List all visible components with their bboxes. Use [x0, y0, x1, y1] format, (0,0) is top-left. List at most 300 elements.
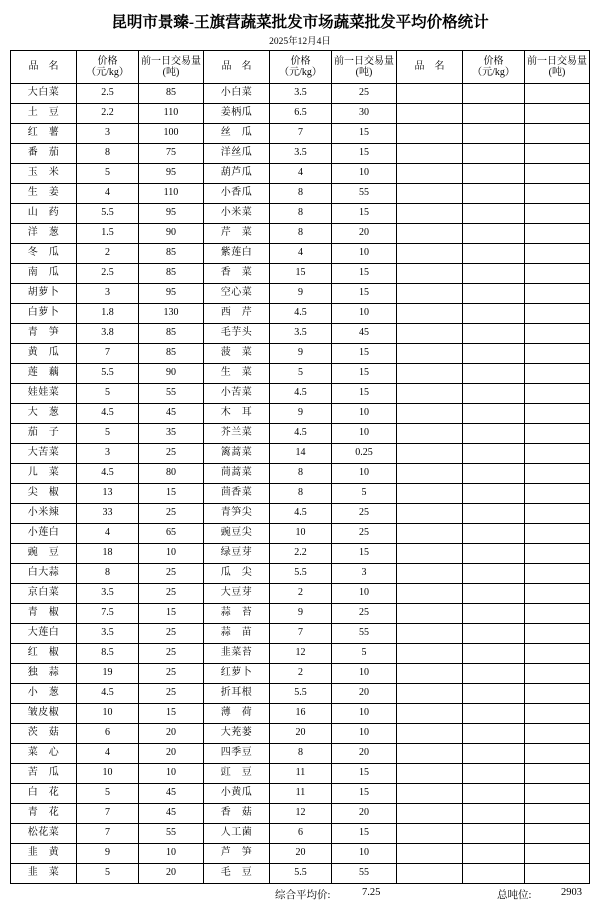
- cell-name: 白大蒜: [11, 564, 77, 584]
- cell-volume: 20: [332, 744, 397, 764]
- cell-volume: 100: [139, 124, 204, 144]
- table-row: [11, 84, 590, 104]
- cell-volume: 10: [332, 704, 397, 724]
- cell-volume: 85: [139, 244, 204, 264]
- cell-price: 7: [77, 344, 139, 364]
- table-row: [11, 584, 590, 604]
- table-row: [11, 844, 590, 864]
- cell-volume: 15: [332, 364, 397, 384]
- cell-name: 大苦菜: [11, 444, 77, 464]
- cell-volume: 45: [139, 804, 204, 824]
- cell-price: [463, 824, 525, 844]
- cell-volume: 15: [332, 344, 397, 364]
- cell-name: 青 椒: [11, 604, 77, 624]
- cell-price: [463, 224, 525, 244]
- cell-name: 薄 荷: [204, 704, 270, 724]
- cell-name: [397, 864, 463, 884]
- cell-price: [463, 144, 525, 164]
- cell-price: 3.5: [77, 584, 139, 604]
- cell-volume: 5: [332, 484, 397, 504]
- cell-name: 生 姜: [11, 184, 77, 204]
- cell-price: 4.5: [77, 404, 139, 424]
- cell-volume: 55: [332, 184, 397, 204]
- cell-volume: [525, 424, 590, 444]
- cell-name: 土 豆: [11, 104, 77, 124]
- cell-name: 番 茄: [11, 144, 77, 164]
- cell-volume: [525, 504, 590, 524]
- cell-name: 茴香菜: [204, 484, 270, 504]
- cell-volume: [525, 724, 590, 744]
- average-price-value: 7.25: [362, 887, 381, 898]
- cell-name: 芦 笋: [204, 844, 270, 864]
- cell-volume: 25: [139, 504, 204, 524]
- cell-name: 毛芋头: [204, 324, 270, 344]
- cell-price: 10: [77, 704, 139, 724]
- cell-price: 3.5: [270, 144, 332, 164]
- cell-volume: 15: [332, 784, 397, 804]
- cell-name: 大 葱: [11, 404, 77, 424]
- cell-name: 大白菜: [11, 84, 77, 104]
- table-row: [11, 224, 590, 244]
- cell-volume: [525, 824, 590, 844]
- cell-price: 5.5: [270, 684, 332, 704]
- cell-name: [397, 384, 463, 404]
- cell-volume: [525, 704, 590, 724]
- cell-volume: 55: [332, 624, 397, 644]
- cell-volume: [525, 124, 590, 144]
- cell-price: [463, 684, 525, 704]
- cell-price: [463, 204, 525, 224]
- cell-name: [397, 304, 463, 324]
- cell-price: [463, 444, 525, 464]
- cell-volume: 10: [332, 164, 397, 184]
- cell-name: [397, 204, 463, 224]
- cell-volume: [525, 764, 590, 784]
- cell-price: [463, 104, 525, 124]
- cell-price: 2: [270, 664, 332, 684]
- cell-volume: [525, 404, 590, 424]
- cell-price: 12: [270, 644, 332, 664]
- total-tonnage-label: 总吨位:: [497, 890, 532, 901]
- cell-volume: 15: [332, 284, 397, 304]
- cell-price: [463, 724, 525, 744]
- cell-name: [397, 564, 463, 584]
- cell-volume: 25: [332, 524, 397, 544]
- table-row: [11, 304, 590, 324]
- cell-volume: 10: [139, 764, 204, 784]
- cell-volume: [525, 664, 590, 684]
- cell-name: 独 蒜: [11, 664, 77, 684]
- cell-name: 青笋尖: [204, 504, 270, 524]
- header-price-2: 价格（元/kg）: [270, 51, 332, 84]
- cell-price: 8: [270, 204, 332, 224]
- cell-name: 篱蒿菜: [204, 444, 270, 464]
- cell-name: 黄 瓜: [11, 344, 77, 364]
- table-row: [11, 164, 590, 184]
- cell-price: 4: [270, 244, 332, 264]
- cell-volume: 65: [139, 524, 204, 544]
- cell-name: 儿 菜: [11, 464, 77, 484]
- cell-price: 6.5: [270, 104, 332, 124]
- cell-name: [397, 664, 463, 684]
- cell-volume: 20: [139, 864, 204, 884]
- cell-name: [397, 404, 463, 424]
- cell-name: 娃娃菜: [11, 384, 77, 404]
- table-row: [11, 864, 590, 884]
- header-name-1: 品 名: [11, 51, 77, 84]
- cell-price: 3.5: [270, 84, 332, 104]
- cell-name: [397, 324, 463, 344]
- cell-volume: [525, 304, 590, 324]
- cell-volume: [525, 284, 590, 304]
- cell-name: [397, 224, 463, 244]
- cell-price: 7.5: [77, 604, 139, 624]
- table-row: [11, 804, 590, 824]
- cell-volume: 25: [139, 624, 204, 644]
- cell-price: 7: [77, 824, 139, 844]
- cell-volume: 25: [332, 504, 397, 524]
- cell-volume: 15: [332, 384, 397, 404]
- cell-volume: 20: [139, 724, 204, 744]
- cell-volume: 5: [332, 644, 397, 664]
- cell-price: 5: [77, 784, 139, 804]
- cell-price: 6: [270, 824, 332, 844]
- cell-price: 5: [77, 864, 139, 884]
- cell-price: 1.5: [77, 224, 139, 244]
- cell-volume: 85: [139, 264, 204, 284]
- cell-price: 7: [270, 124, 332, 144]
- table-row: [11, 744, 590, 764]
- cell-name: 紫莲白: [204, 244, 270, 264]
- cell-price: [463, 524, 525, 544]
- cell-name: 西 芹: [204, 304, 270, 324]
- cell-name: [397, 84, 463, 104]
- cell-price: 12: [270, 804, 332, 824]
- cell-name: 蒜 苔: [204, 604, 270, 624]
- cell-volume: 55: [139, 824, 204, 844]
- cell-price: 10: [77, 764, 139, 784]
- cell-name: 红萝卜: [204, 664, 270, 684]
- table-row: [11, 784, 590, 804]
- cell-price: [463, 464, 525, 484]
- cell-name: 莲 藕: [11, 364, 77, 384]
- cell-volume: 35: [139, 424, 204, 444]
- cell-name: 小苦菜: [204, 384, 270, 404]
- cell-price: 8: [270, 484, 332, 504]
- cell-volume: 10: [332, 664, 397, 684]
- cell-price: 33: [77, 504, 139, 524]
- cell-name: 茨 菇: [11, 724, 77, 744]
- cell-name: [397, 704, 463, 724]
- table-row: [11, 344, 590, 364]
- table-row: [11, 464, 590, 484]
- cell-name: 香 菇: [204, 804, 270, 824]
- cell-price: 6: [77, 724, 139, 744]
- cell-name: [397, 824, 463, 844]
- cell-volume: 15: [332, 144, 397, 164]
- cell-volume: 10: [332, 844, 397, 864]
- cell-volume: [525, 784, 590, 804]
- cell-volume: 10: [332, 244, 397, 264]
- cell-name: 洋 葱: [11, 224, 77, 244]
- cell-price: 5.5: [77, 204, 139, 224]
- cell-name: 山 药: [11, 204, 77, 224]
- cell-name: 小莲白: [11, 524, 77, 544]
- cell-volume: [525, 364, 590, 384]
- cell-price: 4.5: [77, 464, 139, 484]
- cell-price: [463, 744, 525, 764]
- cell-price: 2.5: [77, 264, 139, 284]
- cell-price: [463, 704, 525, 724]
- cell-volume: 25: [139, 644, 204, 664]
- cell-price: [463, 244, 525, 264]
- cell-price: 3.5: [77, 624, 139, 644]
- cell-name: [397, 684, 463, 704]
- cell-name: 韭 菜: [11, 864, 77, 884]
- table-row: [11, 484, 590, 504]
- table-header-row: [11, 51, 590, 84]
- cell-volume: [525, 204, 590, 224]
- cell-volume: 20: [332, 684, 397, 704]
- cell-volume: 15: [139, 604, 204, 624]
- cell-price: 15: [270, 264, 332, 284]
- cell-volume: 95: [139, 204, 204, 224]
- cell-volume: 10: [332, 584, 397, 604]
- cell-volume: [525, 844, 590, 864]
- cell-volume: 55: [139, 384, 204, 404]
- cell-price: 7: [270, 624, 332, 644]
- table-row: [11, 704, 590, 724]
- cell-name: 茼蒿菜: [204, 464, 270, 484]
- cell-price: [463, 364, 525, 384]
- cell-price: 5: [77, 424, 139, 444]
- cell-name: 韭 黄: [11, 844, 77, 864]
- cell-name: 小米辣: [11, 504, 77, 524]
- cell-price: 2.5: [77, 84, 139, 104]
- cell-volume: 110: [139, 104, 204, 124]
- cell-volume: 75: [139, 144, 204, 164]
- cell-volume: 25: [139, 664, 204, 684]
- cell-name: 丝 瓜: [204, 124, 270, 144]
- table-row: [11, 544, 590, 564]
- cell-volume: 10: [139, 544, 204, 564]
- cell-price: [463, 384, 525, 404]
- cell-name: [397, 724, 463, 744]
- cell-price: 4.5: [270, 424, 332, 444]
- cell-price: [463, 124, 525, 144]
- table-row: [11, 284, 590, 304]
- cell-name: 南 瓜: [11, 264, 77, 284]
- cell-price: [463, 284, 525, 304]
- table-row: [11, 444, 590, 464]
- cell-name: 豌 豆: [11, 544, 77, 564]
- cell-name: 大豆芽: [204, 584, 270, 604]
- cell-price: 9: [270, 284, 332, 304]
- cell-name: [397, 104, 463, 124]
- cell-volume: 15: [332, 124, 397, 144]
- cell-volume: [525, 444, 590, 464]
- cell-name: [397, 364, 463, 384]
- cell-price: [463, 424, 525, 444]
- cell-name: [397, 284, 463, 304]
- table-row: [11, 724, 590, 744]
- cell-price: 4: [77, 184, 139, 204]
- cell-volume: 80: [139, 464, 204, 484]
- cell-volume: 3: [332, 564, 397, 584]
- cell-price: 9: [270, 404, 332, 424]
- cell-volume: 25: [139, 584, 204, 604]
- cell-name: 姜柄瓜: [204, 104, 270, 124]
- cell-volume: 90: [139, 364, 204, 384]
- cell-volume: 10: [332, 464, 397, 484]
- cell-name: 豇 豆: [204, 764, 270, 784]
- table-row: [11, 264, 590, 284]
- cell-volume: [525, 644, 590, 664]
- cell-volume: [525, 564, 590, 584]
- table-row: [11, 824, 590, 844]
- cell-name: [397, 264, 463, 284]
- cell-price: 4: [270, 164, 332, 184]
- cell-price: 8: [270, 464, 332, 484]
- cell-name: 皱皮椒: [11, 704, 77, 724]
- cell-volume: 15: [332, 764, 397, 784]
- table-row: [11, 384, 590, 404]
- cell-name: 芹 菜: [204, 224, 270, 244]
- cell-price: 10: [270, 524, 332, 544]
- cell-price: 2.2: [270, 544, 332, 564]
- cell-price: 5: [77, 384, 139, 404]
- cell-volume: [525, 864, 590, 884]
- cell-volume: 15: [332, 204, 397, 224]
- cell-name: 人工菌: [204, 824, 270, 844]
- cell-volume: [525, 604, 590, 624]
- cell-price: 4.5: [270, 304, 332, 324]
- cell-price: [463, 344, 525, 364]
- cell-price: [463, 184, 525, 204]
- table-row: [11, 324, 590, 344]
- cell-price: [463, 324, 525, 344]
- cell-price: 2.2: [77, 104, 139, 124]
- cell-price: 9: [77, 844, 139, 864]
- cell-name: 小 葱: [11, 684, 77, 704]
- cell-volume: 25: [332, 84, 397, 104]
- cell-name: [397, 584, 463, 604]
- table-row: [11, 764, 590, 784]
- cell-volume: 25: [332, 604, 397, 624]
- cell-volume: [525, 344, 590, 364]
- cell-name: [397, 144, 463, 164]
- cell-volume: 10: [332, 424, 397, 444]
- cell-name: 韭菜苔: [204, 644, 270, 664]
- cell-name: [397, 524, 463, 544]
- cell-name: 红 薯: [11, 124, 77, 144]
- cell-price: [463, 504, 525, 524]
- cell-name: 毛 豆: [204, 864, 270, 884]
- cell-volume: [525, 584, 590, 604]
- cell-name: 白萝卜: [11, 304, 77, 324]
- cell-name: [397, 444, 463, 464]
- table-row: [11, 144, 590, 164]
- cell-volume: 110: [139, 184, 204, 204]
- total-tonnage-value: 2903: [561, 887, 582, 898]
- cell-price: [463, 764, 525, 784]
- cell-name: 蒜 苗: [204, 624, 270, 644]
- table-row: [11, 364, 590, 384]
- cell-volume: 20: [332, 804, 397, 824]
- cell-price: 2: [270, 584, 332, 604]
- cell-price: 9: [270, 604, 332, 624]
- cell-volume: 45: [332, 324, 397, 344]
- cell-price: [463, 664, 525, 684]
- cell-name: 洋丝瓜: [204, 144, 270, 164]
- cell-price: [463, 544, 525, 564]
- cell-price: 2: [77, 244, 139, 264]
- cell-price: 4.5: [77, 684, 139, 704]
- table-row: [11, 184, 590, 204]
- table-header: [11, 51, 590, 84]
- cell-price: 4.5: [270, 384, 332, 404]
- table-row: [11, 504, 590, 524]
- cell-price: 5: [270, 364, 332, 384]
- cell-volume: 45: [139, 404, 204, 424]
- cell-name: 红 椒: [11, 644, 77, 664]
- cell-price: 9: [270, 344, 332, 364]
- cell-volume: 55: [332, 864, 397, 884]
- table-row: [11, 244, 590, 264]
- cell-price: 5.5: [270, 564, 332, 584]
- cell-price: [463, 784, 525, 804]
- cell-name: [397, 544, 463, 564]
- cell-volume: 10: [332, 404, 397, 424]
- table-row: [11, 624, 590, 644]
- cell-price: [463, 804, 525, 824]
- cell-price: 4: [77, 744, 139, 764]
- cell-price: [463, 644, 525, 664]
- cell-price: [463, 584, 525, 604]
- cell-name: 葫芦瓜: [204, 164, 270, 184]
- cell-price: [463, 604, 525, 624]
- cell-volume: [525, 264, 590, 284]
- table-row: [11, 604, 590, 624]
- header-volume-1: 前一日交易量(吨): [139, 51, 204, 84]
- cell-price: 8: [270, 184, 332, 204]
- cell-name: 大茺蒌: [204, 724, 270, 744]
- cell-price: 8: [77, 144, 139, 164]
- cell-name: [397, 124, 463, 144]
- cell-price: [463, 264, 525, 284]
- cell-volume: 15: [139, 704, 204, 724]
- cell-volume: [525, 184, 590, 204]
- cell-volume: 30: [332, 104, 397, 124]
- cell-volume: 15: [332, 544, 397, 564]
- cell-price: 3.8: [77, 324, 139, 344]
- cell-price: 8.5: [77, 644, 139, 664]
- cell-name: [397, 484, 463, 504]
- cell-name: 大莲白: [11, 624, 77, 644]
- cell-name: [397, 164, 463, 184]
- cell-price: [463, 624, 525, 644]
- cell-name: 生 菜: [204, 364, 270, 384]
- cell-price: [463, 304, 525, 324]
- cell-volume: [525, 144, 590, 164]
- page-title: 昆明市景臻-王旗营蔬菜批发市场蔬菜批发平均价格统计: [111, 14, 489, 31]
- cell-name: 玉 米: [11, 164, 77, 184]
- cell-name: 小米菜: [204, 204, 270, 224]
- cell-price: 8: [270, 744, 332, 764]
- cell-volume: 25: [139, 684, 204, 704]
- cell-price: [463, 564, 525, 584]
- cell-name: 茄 子: [11, 424, 77, 444]
